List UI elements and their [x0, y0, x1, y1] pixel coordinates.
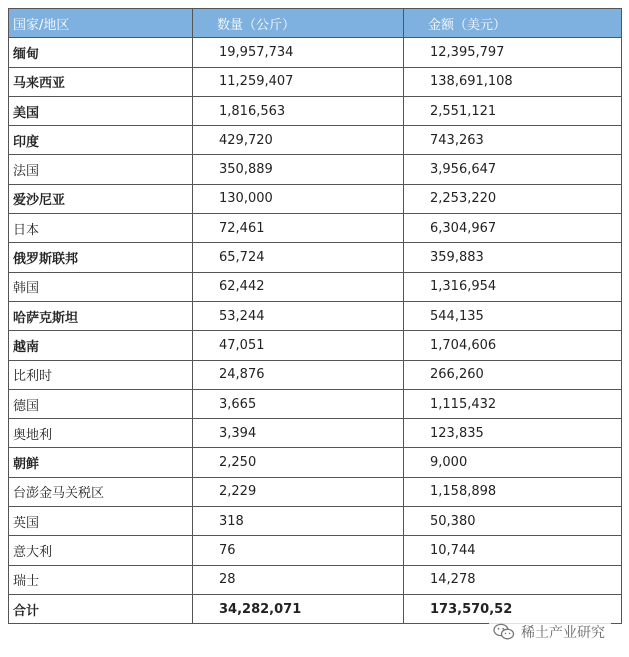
- table-row: [9, 507, 622, 536]
- country-cell: 英国: [9, 507, 193, 536]
- table-row: [9, 536, 622, 565]
- total-quantity: 34,282,071: [193, 594, 404, 623]
- amount-cell: 138,691,108: [404, 67, 622, 96]
- country-cell: 哈萨克斯坦: [9, 301, 193, 330]
- amount-cell: 6,304,967: [404, 214, 622, 243]
- quantity-cell: 28: [193, 565, 404, 594]
- country-cell: 缅甸: [9, 38, 193, 67]
- watermark: [489, 620, 611, 644]
- country-cell: 台澎金马关税区: [9, 477, 193, 506]
- amount-cell: 359,883: [404, 243, 622, 272]
- amount-cell: 2,551,121: [404, 96, 622, 125]
- quantity-cell: 350,889: [193, 155, 404, 184]
- table-row: [9, 448, 622, 477]
- watermark-text: 稀土产业研究: [521, 625, 605, 641]
- table-row: [9, 243, 622, 272]
- amount-cell: 10,744: [404, 536, 622, 565]
- country-cell: 意大利: [9, 536, 193, 565]
- amount-cell: 50,380: [404, 507, 622, 536]
- amount-cell: 1,704,606: [404, 331, 622, 360]
- header-country: 国家/地区: [9, 9, 193, 38]
- country-cell: 瑞士: [9, 565, 193, 594]
- table-row: [9, 331, 622, 360]
- quantity-cell: 3,665: [193, 389, 404, 418]
- country-cell: 韩国: [9, 272, 193, 301]
- table-row: [9, 155, 622, 184]
- quantity-cell: 130,000: [193, 184, 404, 213]
- country-cell: 美国: [9, 96, 193, 125]
- quantity-cell: 24,876: [193, 360, 404, 389]
- quantity-cell: 19,957,734: [193, 38, 404, 67]
- country-cell: 越南: [9, 331, 193, 360]
- table-body: [9, 38, 622, 624]
- quantity-cell: 72,461: [193, 214, 404, 243]
- country-cell: 日本: [9, 214, 193, 243]
- table-row: [9, 360, 622, 389]
- amount-cell: 1,115,432: [404, 389, 622, 418]
- table-row: [9, 389, 622, 418]
- quantity-cell: 429,720: [193, 126, 404, 155]
- quantity-cell: 53,244: [193, 301, 404, 330]
- quantity-cell: 2,229: [193, 477, 404, 506]
- quantity-cell: 76: [193, 536, 404, 565]
- wechat-icon: [493, 623, 515, 641]
- country-cell: 印度: [9, 126, 193, 155]
- amount-cell: 743,263: [404, 126, 622, 155]
- trade-table: [8, 8, 622, 624]
- total-amount: 173,570,52: [404, 594, 622, 623]
- table-row: [9, 272, 622, 301]
- country-cell: 比利时: [9, 360, 193, 389]
- table-row: [9, 565, 622, 594]
- table-row: [9, 184, 622, 213]
- table-row: [9, 419, 622, 448]
- total-label: 合计: [9, 594, 193, 623]
- table-row: [9, 301, 622, 330]
- amount-cell: 12,395,797: [404, 38, 622, 67]
- table-row: [9, 38, 622, 67]
- country-cell: 德国: [9, 389, 193, 418]
- amount-cell: 3,956,647: [404, 155, 622, 184]
- quantity-cell: 3,394: [193, 419, 404, 448]
- table-header: [9, 9, 622, 38]
- quantity-cell: 65,724: [193, 243, 404, 272]
- table-row: [9, 67, 622, 96]
- country-cell: 俄罗斯联邦: [9, 243, 193, 272]
- quantity-cell: 47,051: [193, 331, 404, 360]
- amount-cell: 9,000: [404, 448, 622, 477]
- country-cell: 爱沙尼亚: [9, 184, 193, 213]
- table-row: [9, 214, 622, 243]
- quantity-cell: 2,250: [193, 448, 404, 477]
- quantity-cell: 62,442: [193, 272, 404, 301]
- quantity-cell: 318: [193, 507, 404, 536]
- quantity-cell: 1,816,563: [193, 96, 404, 125]
- country-cell: 奥地利: [9, 419, 193, 448]
- table-row: [9, 477, 622, 506]
- amount-cell: 123,835: [404, 419, 622, 448]
- header-quantity: 数量（公斤）: [193, 9, 404, 38]
- amount-cell: 1,316,954: [404, 272, 622, 301]
- amount-cell: 14,278: [404, 565, 622, 594]
- amount-cell: 2,253,220: [404, 184, 622, 213]
- country-cell: 法国: [9, 155, 193, 184]
- table-row: [9, 96, 622, 125]
- amount-cell: 266,260: [404, 360, 622, 389]
- country-cell: 朝鲜: [9, 448, 193, 477]
- amount-cell: 1,158,898: [404, 477, 622, 506]
- header-amount: 金额（美元）: [404, 9, 622, 38]
- quantity-cell: 11,259,407: [193, 67, 404, 96]
- table-row: [9, 126, 622, 155]
- header-row: [9, 9, 622, 38]
- amount-cell: 544,135: [404, 301, 622, 330]
- country-cell: 马来西亚: [9, 67, 193, 96]
